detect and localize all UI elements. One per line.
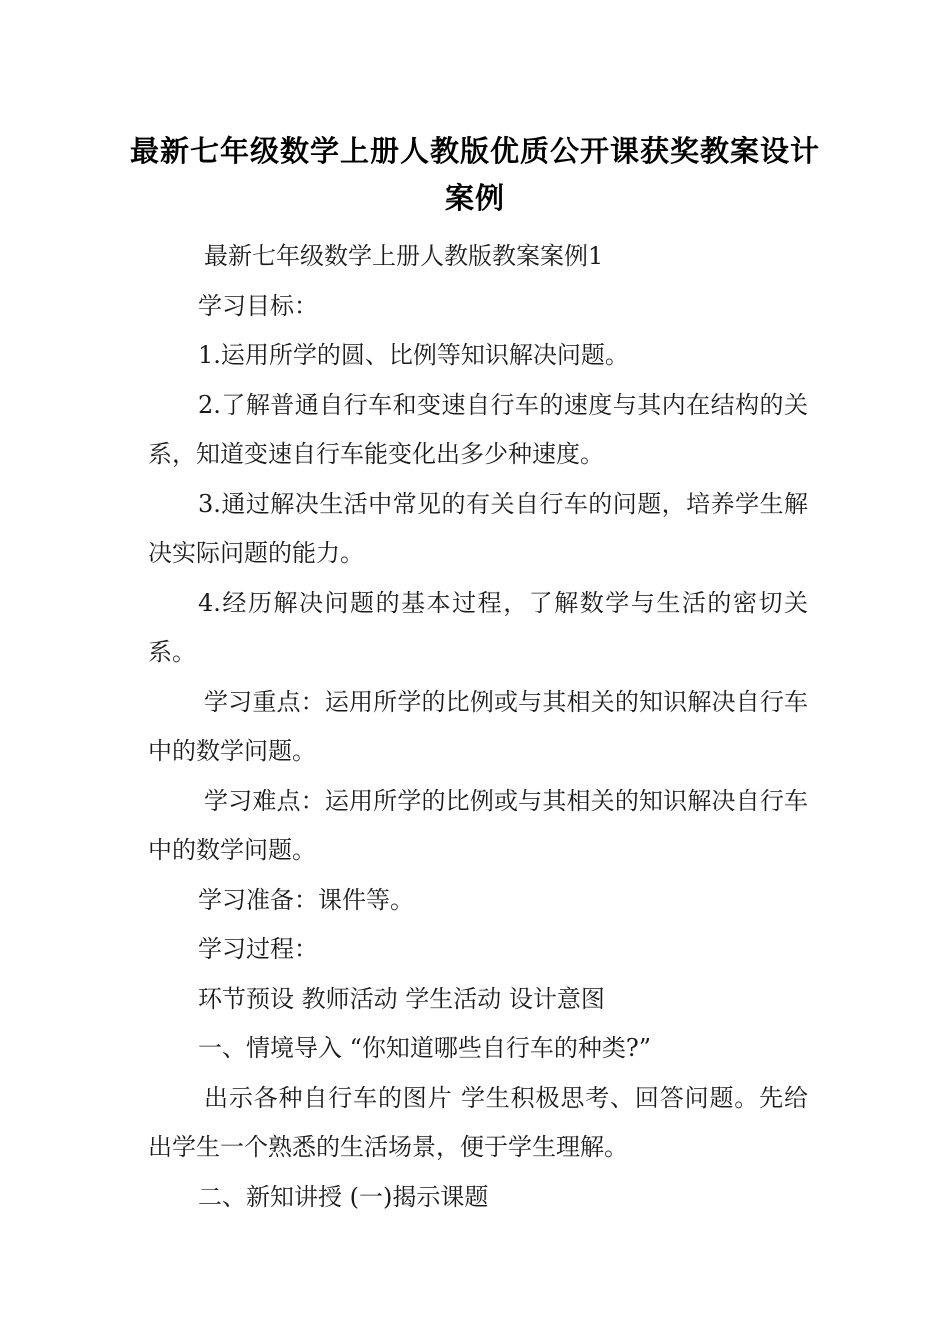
key-points: 学习重点：运用所学的比例或与其相关的知识解决自行车中的数学问题。 [148, 687, 808, 765]
section-intro-detail: 出示各种自行车的图片 学生积极思考、回答问题。先给出学生一个熟悉的生活场景，便于学生理解。 [148, 1083, 808, 1161]
objective-3: 3.通过解决生活中常见的有关自行车的问题，培养学生解决实际问题的能力。 [148, 489, 808, 567]
table-header-row: 环节预设 教师活动 学生活动 设计意图 [198, 984, 605, 1013]
section-new-knowledge: 二、新知讲授 (一)揭示课题 [198, 1182, 489, 1211]
subtitle-paragraph: 最新七年级数学上册人教版教案案例1 [204, 242, 604, 270]
objectives-heading: 学习目标： [198, 291, 318, 320]
difficult-points: 学习难点：运用所学的比例或与其相关的知识解决自行车中的数学问题。 [148, 786, 808, 864]
process-heading: 学习过程： [198, 935, 318, 963]
document-title [120, 128, 830, 222]
objective-2: 2.了解普通自行车和变速自行车的速度与其内在结构的关系，知道变速自行车能变化出多少种速度。 [148, 390, 808, 468]
document-body [148, 232, 808, 1222]
title-line-2: 案例 [444, 181, 505, 215]
objective-4: 4.经历解决问题的基本过程，了解数学与生活的密切关系。 [148, 588, 808, 666]
objective-1: 1.运用所学的圆、比例等知识解决问题。 [198, 341, 629, 369]
preparation: 学习准备：课件等。 [198, 885, 414, 914]
section-intro: 一、情境导入 “你知道哪些自行车的种类?” [198, 1034, 652, 1062]
title-line-1: 最新七年级数学上册人教版优质公开课获奖教案设计 [129, 134, 820, 168]
